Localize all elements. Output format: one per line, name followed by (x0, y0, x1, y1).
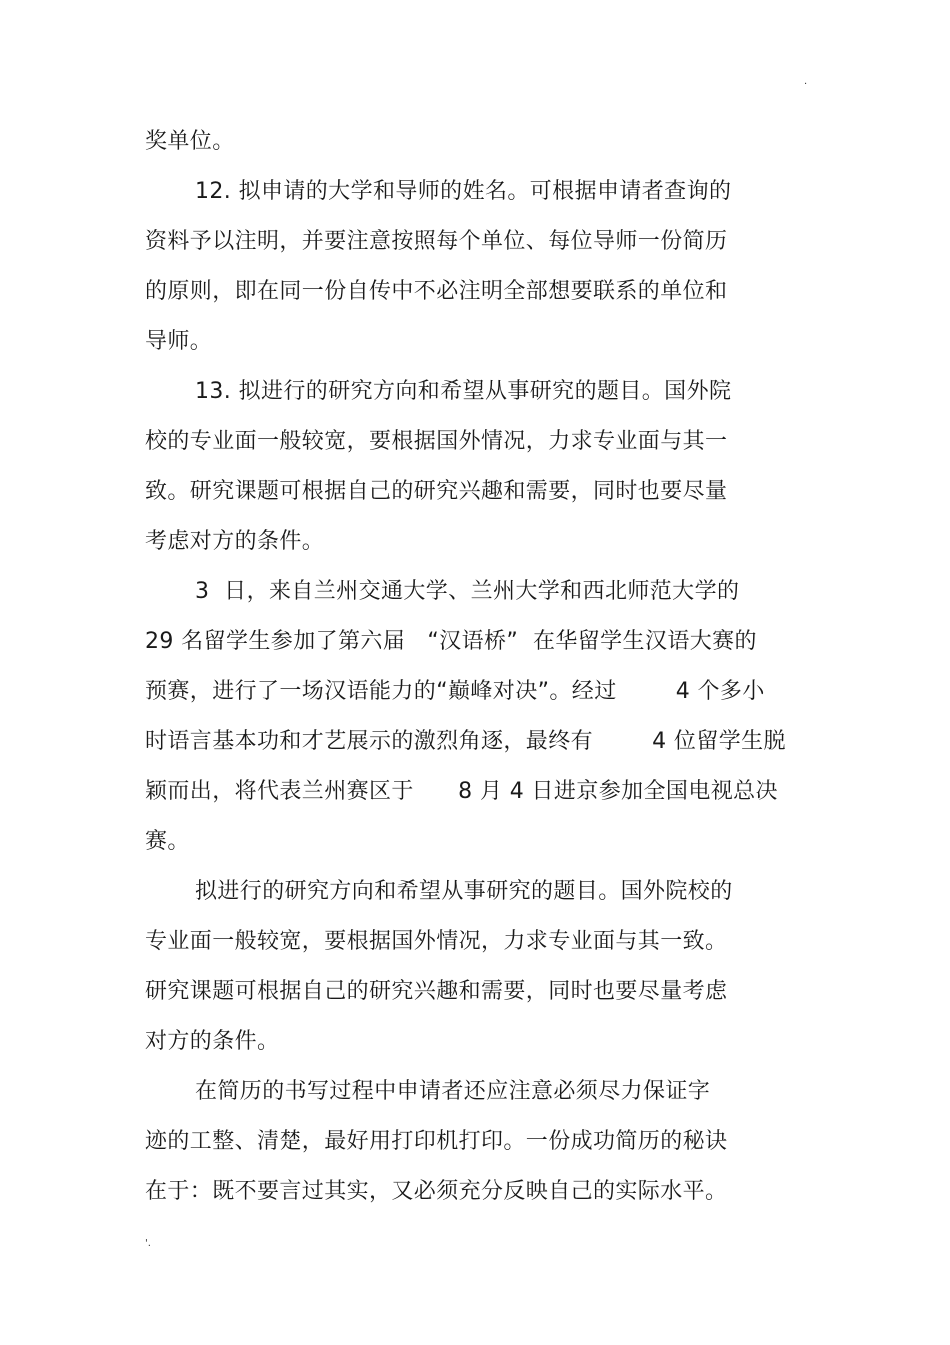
text-line: 在简历的书写过程中申请者还应注意必须尽力保证字 (195, 1079, 711, 1104)
text-line: 对方的条件。 (145, 1029, 280, 1054)
header-mark: . (804, 76, 808, 87)
text-line: 3 日，来自兰州交通大学、兰州大学和西北师范大学的 (195, 579, 740, 604)
text-line: 预赛，进行了一场汉语能力的“巅峰对决”。经过 4 个多小 (145, 679, 765, 704)
text-line: 致。研究课题可根据自己的研究兴趣和需要，同时也要尽量 (145, 479, 728, 504)
text-line: 时语言基本功和才艺展示的激烈角逐，最终有 4 位留学生脱 (145, 729, 786, 754)
text-line: 拟进行的研究方向和希望从事研究的题目。国外院校的 (195, 879, 733, 904)
text-line: 赛。 (145, 829, 190, 854)
text-line: 专业面一般较宽，要根据国外情况，力求专业面与其一致。 (145, 929, 728, 954)
text-line: 导师。 (145, 329, 213, 354)
text-line: 29 名留学生参加了第六届 “汉语桥” 在华留学生汉语大赛的 (145, 629, 757, 654)
text-line: 奖单位。 (145, 129, 235, 154)
text-line: 12. 拟申请的大学和导师的姓名。可根据申请者查询的 (195, 179, 732, 204)
text-line: 资料予以注明，并要注意按照每个单位、每位导师一份简历 (145, 229, 728, 254)
text-line: 考虑对方的条件。 (145, 529, 325, 554)
text-line: 颖而出，将代表兰州赛区于 8 月 4 日进京参加全国电视总决 (145, 779, 778, 804)
text-line: 迹的工整、清楚，最好用打印机打印。一份成功简历的秘诀 (145, 1129, 728, 1154)
text-line: 的原则，即在同一份自传中不必注明全部想要联系的单位和 (145, 279, 728, 304)
text-line: 在于：既不要言过其实，又必须充分反映自己的实际水平。 (145, 1179, 728, 1204)
text-line: 校的专业面一般较宽，要根据国外情况，力求专业面与其一 (145, 429, 728, 454)
footer-mark: '. (145, 1238, 151, 1249)
text-line: 13. 拟进行的研究方向和希望从事研究的题目。国外院 (195, 379, 732, 404)
text-line: 研究课题可根据自己的研究兴趣和需要，同时也要尽量考虑 (145, 979, 728, 1004)
